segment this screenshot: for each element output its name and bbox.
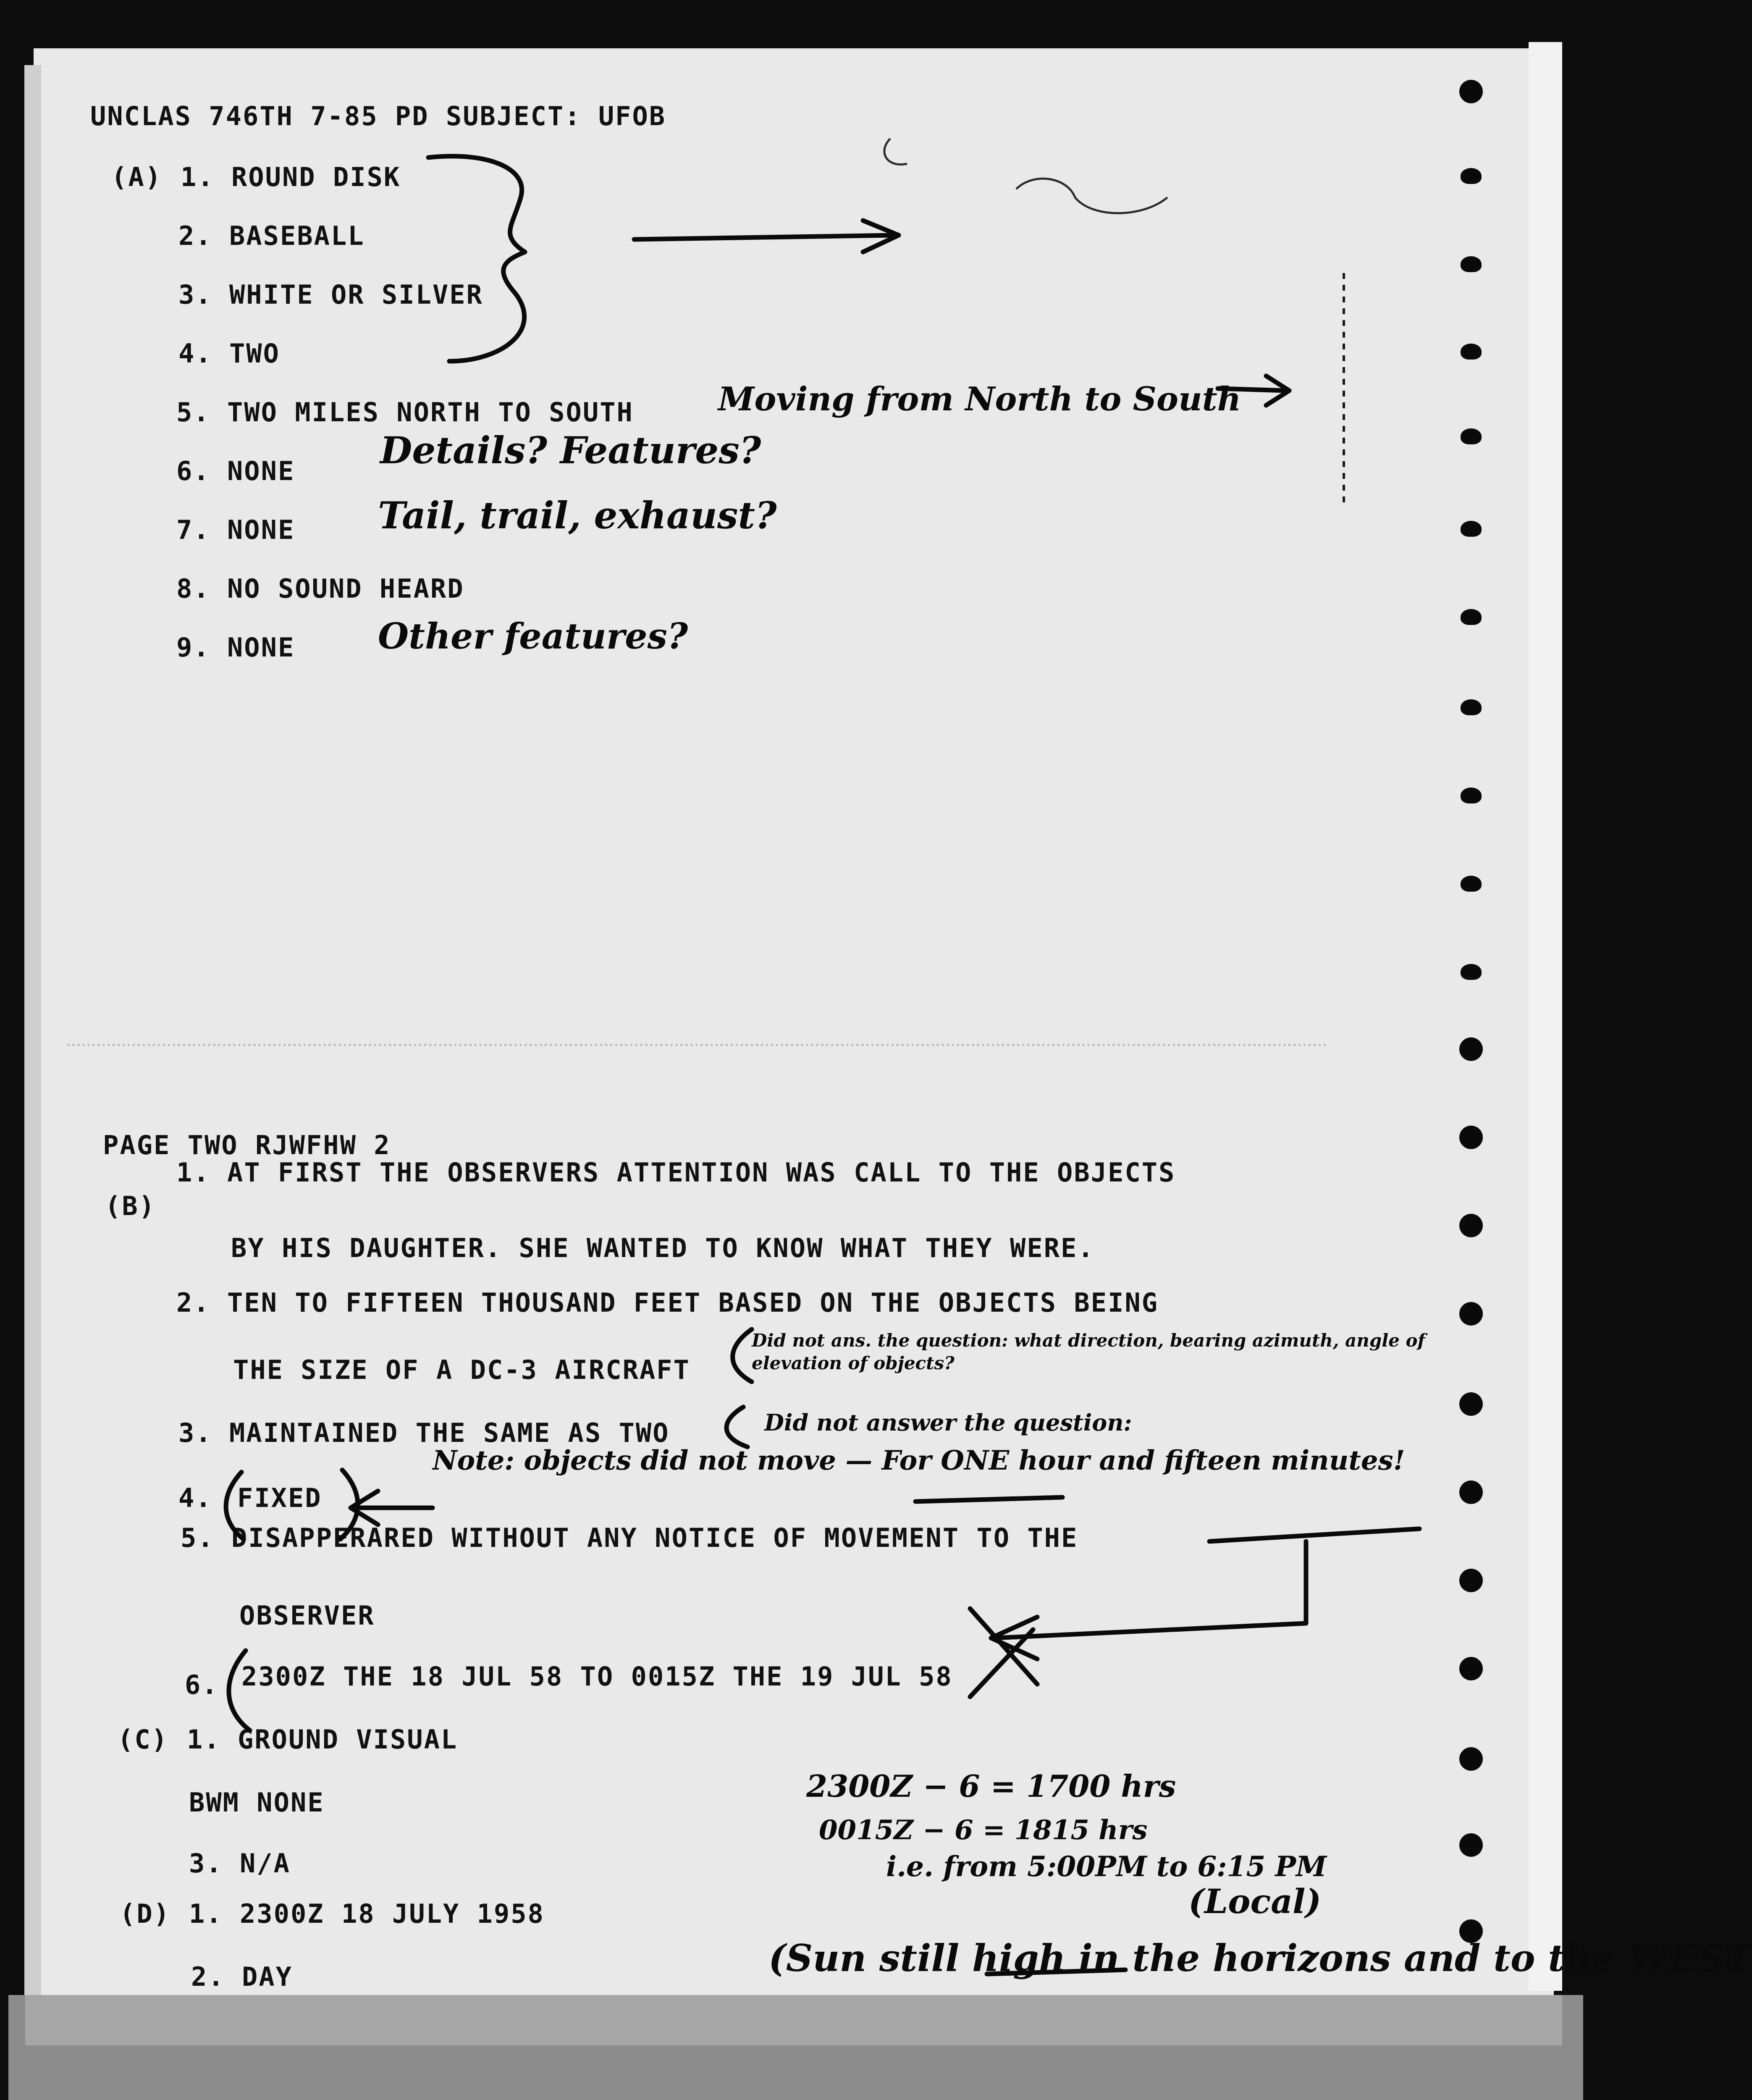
section-c-item-3: 3. N/A bbox=[189, 1848, 291, 1879]
bracket-icon bbox=[733, 1329, 752, 1382]
section-b-item-5-line-2: OBSERVER bbox=[239, 1600, 375, 1631]
section-a-label: (A) bbox=[111, 162, 162, 192]
section-a-item-2: 2. BASEBALL bbox=[178, 220, 365, 251]
underline-stroke bbox=[987, 1970, 1125, 1974]
section-b-item-2-line-1: 2. TEN TO FIFTEEN THOUSAND FEET BASED ON THE OBJECTS BEING bbox=[176, 1287, 1159, 1318]
page-two-heading: PAGE TWO RJWFHW 2 bbox=[103, 1130, 391, 1160]
message-header: UNCLAS 746TH 7-85 PD SUBJECT: UFOB bbox=[90, 101, 666, 131]
handwritten-time-conversion-1: 2300Z − 6 = 1700 hrs bbox=[806, 1768, 1176, 1804]
section-a-item-5: 5. TWO MILES NORTH TO SOUTH bbox=[176, 397, 634, 428]
section-c-label: (C) bbox=[118, 1724, 168, 1755]
underline-stroke bbox=[1209, 1529, 1419, 1541]
section-a-item-6: 6. NONE bbox=[176, 456, 295, 486]
faint-stamp-mark bbox=[884, 139, 907, 165]
underline-stroke bbox=[915, 1497, 1062, 1502]
parenthesis-icon bbox=[229, 1651, 250, 1730]
handwritten-time-conversion-2: 0015Z − 6 = 1815 hrs bbox=[819, 1814, 1148, 1846]
arrow-right-icon bbox=[634, 235, 894, 239]
section-a-item-3: 3. WHITE OR SILVER bbox=[178, 279, 483, 310]
section-a-item-7: 7. NONE bbox=[176, 514, 295, 545]
handwritten-note-did-not-answer-1: Did not ans. the question: what direction, bearing azimuth, angle of elevation of objects? bbox=[752, 1330, 1425, 1373]
faint-stamp-mark bbox=[1016, 178, 1167, 213]
section-b-item-4-number: 4. bbox=[178, 1483, 212, 1513]
arrow-right-icon bbox=[1218, 388, 1285, 391]
section-b-item-6-number: 6. bbox=[185, 1670, 219, 1700]
brace-icon bbox=[428, 156, 525, 361]
section-b-item-1-line-1: 1. AT FIRST THE OBSERVERS ATTENTION WAS CALL TO THE OBJECTS bbox=[176, 1157, 1176, 1188]
section-a-item-9: 9. NONE bbox=[176, 632, 295, 663]
handwritten-note-other: Other features? bbox=[378, 615, 688, 657]
section-b-item-2-line-2: THE SIZE OF A DC-3 AIRCRAFT bbox=[233, 1354, 690, 1385]
handwritten-note-moving: Moving from North to South bbox=[718, 380, 1241, 418]
section-a-item-4: 4. TWO bbox=[178, 338, 280, 369]
handwritten-note-details: Details? Features? bbox=[380, 428, 761, 472]
connector-line bbox=[995, 1541, 1306, 1638]
parenthesis-icon bbox=[226, 1472, 244, 1539]
bracket-icon bbox=[727, 1407, 747, 1447]
handwritten-time-range: i.e. from 5:00PM to 6:15 PM bbox=[886, 1850, 1327, 1883]
section-b-item-3: 3. MAINTAINED THE SAME AS TWO bbox=[178, 1418, 670, 1448]
section-c-item-2: BWM NONE bbox=[189, 1787, 325, 1818]
section-b-label: (B) bbox=[105, 1191, 156, 1221]
section-b-item-6-value: 2300Z THE 18 JUL 58 TO 0015Z THE 19 JUL 58 bbox=[241, 1661, 953, 1692]
handwritten-note-did-not-answer-2: Did not answer the question: bbox=[764, 1409, 1132, 1436]
section-b-item-5-line-1: 5. DISAPPERARED WITHOUT ANY NOTICE OF MOVEMENT TO THE bbox=[181, 1522, 1078, 1553]
section-c-item-1: 1. GROUND VISUAL bbox=[187, 1724, 458, 1755]
section-a-item-8: 8. NO SOUND HEARD bbox=[176, 573, 464, 604]
section-d-label: (D) bbox=[120, 1898, 170, 1929]
section-d-item-2: 2. DAY bbox=[191, 1961, 293, 1992]
handwritten-note-tail: Tail, trail, exhaust? bbox=[378, 494, 777, 537]
section-b-item-1-line-2: BY HIS DAUGHTER. SHE WANTED TO KNOW WHAT THEY WERE. bbox=[231, 1233, 1095, 1263]
handwritten-note-fixed: Note: objects did not move — For ONE hour and fifteen minutes! bbox=[433, 1445, 1405, 1476]
handwritten-note-sun: (Sun still high in the horizons and to the WEST bbox=[768, 1936, 1752, 1980]
section-a-item-1: 1. ROUND DISK bbox=[181, 162, 401, 192]
section-d-item-1: 1. 2300Z 18 JULY 1958 bbox=[189, 1898, 545, 1929]
handwritten-local-label: (Local) bbox=[1188, 1882, 1322, 1921]
section-b-item-4-value: FIXED bbox=[237, 1483, 322, 1513]
